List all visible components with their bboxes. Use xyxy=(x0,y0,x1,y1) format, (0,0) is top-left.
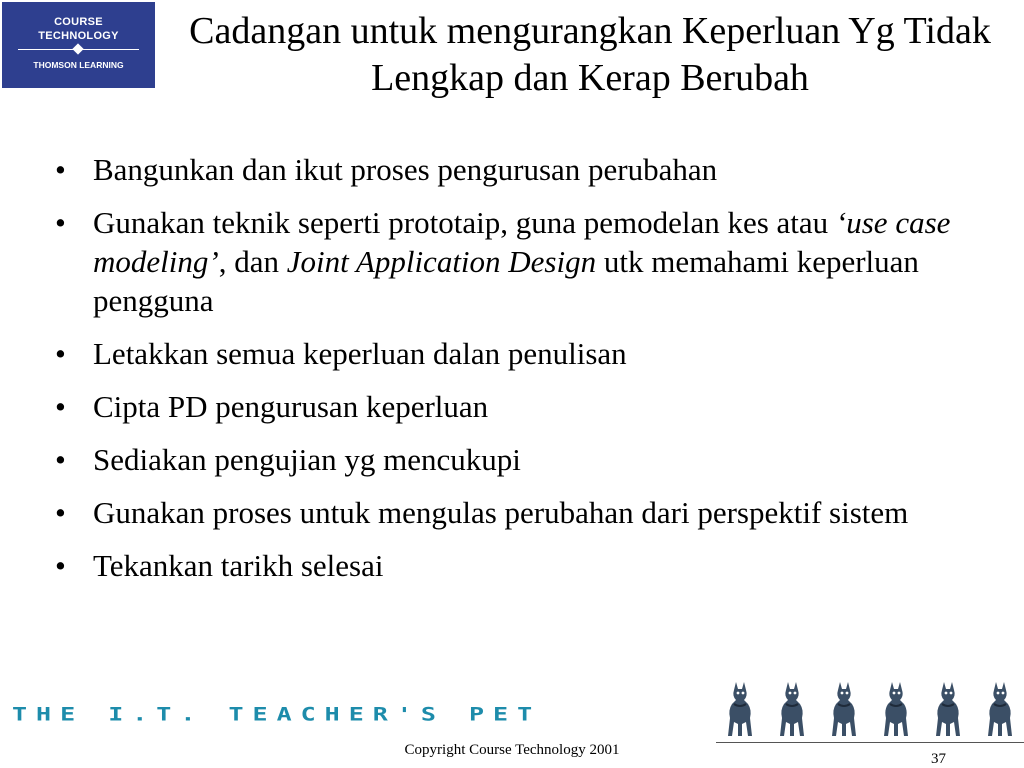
logo-line-3: THOMSON LEARNING xyxy=(33,60,124,70)
bullet-text: Letakkan semua keperluan dalan penulisan xyxy=(93,336,627,371)
bullet-item xyxy=(55,546,985,585)
dog-mascot-icon xyxy=(774,680,810,738)
copyright-text: Copyright Course Technology 2001 xyxy=(404,742,620,758)
dog-mascot-icon xyxy=(930,680,966,738)
bullet-icon: • xyxy=(55,442,66,477)
bullet-text: utk memahami keperluan pengguna xyxy=(93,244,919,318)
bullet-text: Cipta PD pengurusan keperluan xyxy=(93,389,489,424)
course-technology-logo xyxy=(2,2,155,88)
bullet-italic-term: Joint Application Design xyxy=(286,244,597,279)
bullet-text: Bangunkan dan ikut proses pengurusan perubahan xyxy=(93,152,718,187)
dog-mascot-row xyxy=(716,680,1016,742)
bullet-item xyxy=(55,440,985,479)
bullet-item xyxy=(55,493,985,532)
bullet-icon: • xyxy=(55,548,66,583)
bullet-text: Gunakan teknik seperti prototaip, guna pemodelan kes atau xyxy=(93,205,836,240)
bullet-text: Tekankan tarikh selesai xyxy=(93,548,384,583)
bullet-item xyxy=(55,150,985,189)
bullet-text: Gunakan proses untuk mengulas perubahan dari perspektif sistem xyxy=(93,495,909,530)
bullet-icon: • xyxy=(55,389,66,424)
bullet-item xyxy=(55,387,985,426)
logo-line-2: TECHNOLOGY xyxy=(38,30,119,42)
logo-line-1: COURSE xyxy=(54,16,103,28)
dog-mascot-icon xyxy=(826,680,862,738)
bullet-icon: • xyxy=(55,152,66,187)
bullet-list xyxy=(55,150,985,599)
dog-mascot-icon xyxy=(722,680,758,738)
dog-mascot-icon xyxy=(982,680,1018,738)
bullet-icon: • xyxy=(55,495,66,530)
teachers-pet-banner: THE I.T. TEACHER'S PET xyxy=(12,703,542,725)
bullet-text: Sediakan pengujian yg mencukupi xyxy=(93,442,521,477)
dog-mascot-icon xyxy=(878,680,914,738)
bullet-item xyxy=(55,334,985,373)
bullet-item xyxy=(55,203,985,320)
bullet-text: , dan xyxy=(218,244,287,279)
page-number: 37 xyxy=(931,751,946,767)
bullet-italic-term: ‘use case modeling’ xyxy=(93,205,951,279)
logo-diamond-icon xyxy=(72,43,83,54)
bullet-icon: • xyxy=(55,205,66,240)
bullet-icon: • xyxy=(55,336,66,371)
slide-title: Cadangan untuk mengurangkan Keperluan Yg Tidak Lengkap dan Kerap Berubah xyxy=(189,10,991,99)
